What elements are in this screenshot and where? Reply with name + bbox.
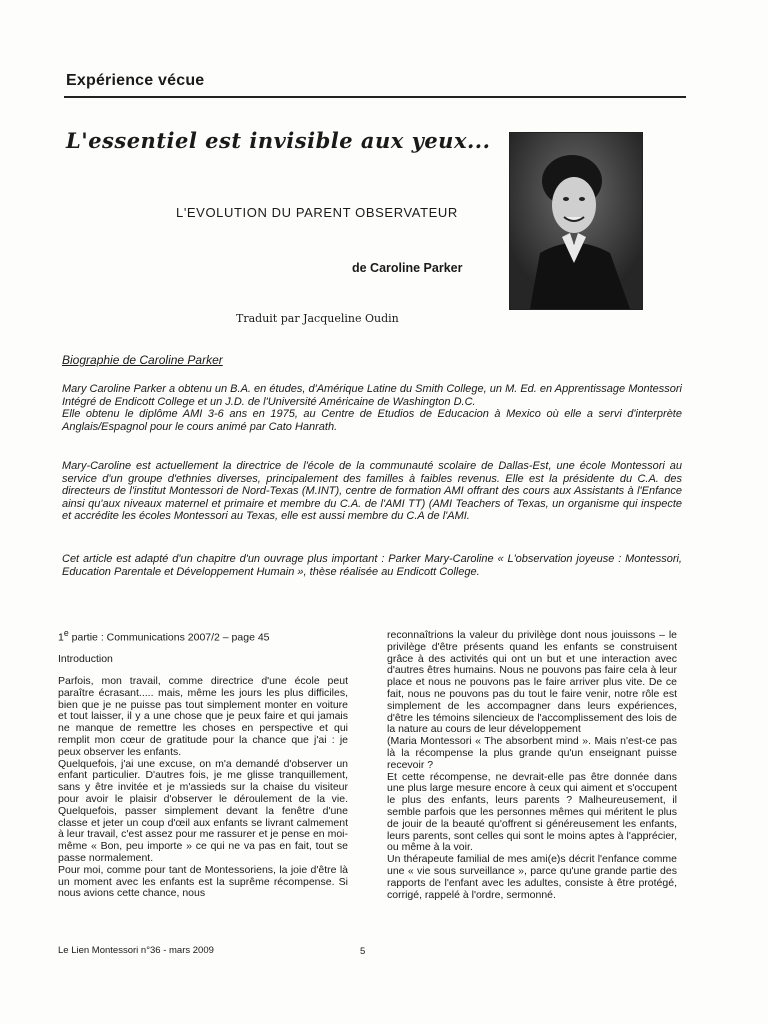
body-paragraph: Un thérapeute familial de mes ami(e)s décrit l'enfance comme une « vie sous surveillance », parce qu'une grande partie des rapports de l'enfant avec les adultes, consiste à être protégé, corrigé, rappelé à l'ordre, sermonné. — [387, 853, 677, 901]
article-title: L'essentiel est invisible aux yeux... — [66, 128, 491, 153]
part-number: 1 — [58, 631, 64, 644]
bio-paragraph-1 — [62, 383, 682, 433]
right-column — [387, 630, 677, 901]
introduction-heading: Introduction — [58, 653, 113, 666]
header-rule — [64, 96, 686, 98]
article-author: de Caroline Parker — [352, 261, 463, 275]
body-paragraph: reconnaîtrions la valeur du privilège dont nous jouissons – le privilège d'être présents quand les enfants se construisent grâce à des activités qui ont un but et une interaction avec d'autres êtres humains. Nous ne pouvons pas faire cela à leur place et nous ne pouvons pas le faire arriver plus vite. De ce fait, nous ne pouvons pas du tout le faire venir, notre rôle est simplement de les accompagner dans leurs expériences, d'être les témoins silencieux de l'accomplissement des lois de la nature au cours de leur développement — [387, 629, 677, 736]
article-translator: Traduit par Jacqueline Oudin — [236, 312, 399, 325]
part-text: partie : Communications 2007/2 – page 45 — [68, 631, 270, 644]
bio-paragraph-3: Cet article est adapté d'un chapitre d'un ouvrage plus important : Parker Mary-Caroline « L'observation joyeuse : Montessori, Education Parentale et Développement Humain », thèse réalisée au Endicott College. — [62, 553, 682, 578]
left-column — [58, 628, 348, 900]
article-subtitle: L'EVOLUTION DU PARENT OBSERVATEUR — [176, 205, 458, 220]
bio-text: Elle obtenu le diplôme AMI 3-6 ans en 1975, au Centre de Etudios de Educacion à Mexico où elle a servi d'interprète Anglais/Espagnol pour le cours animé par Cato Hanrath. — [62, 408, 682, 433]
body-paragraph: Parfois, mon travail, comme directrice d'une école peut paraître écrasant..... mais, même les jours les plus difficiles, bien que je ne puisse pas tout simplement monter en voiture et tout laisser, il y a une chose que je peux faire et qui jamais ne manque de remettre les choses en perspective et qui remplit mon cœur de gratitude pour la chance que j'ai : je peux observer les enfants. — [58, 675, 348, 758]
part-reference — [58, 628, 348, 644]
author-photo — [509, 132, 643, 310]
body-paragraph: (Maria Montessori « The absorbent mind ». Mais n'est-ce pas là la récompense la plus grande qu'un enseignant puisse recevoir ? — [387, 735, 677, 771]
page-number: 5 — [360, 946, 366, 957]
bio-text: Mary Caroline Parker a obtenu un B.A. en études, d'Amérique Latine du Smith College, un M. Ed. en Apprentissage Montessori Intégré de Endicott College et un J.D. de l'Université Américaine de Washington D.C. — [62, 383, 682, 408]
part-superscript: e — [63, 628, 69, 638]
section-label: Expérience vécue — [66, 72, 205, 89]
footer-publication: Le Lien Montessori n°36 - mars 2009 — [58, 945, 214, 956]
body-paragraph: Et cette récompense, ne devrait-elle pas être donnée dans une plus large mesure encore à ceux qui aiment et s'occupent le plus des enfants, leurs parents ? Malheureusement, il semble parfois que les personnes mêmes qui méritent le plus de jouir de la beauté qu'offrent si généreusement les enfants, leurs parents, sont celles qui sont le moins aptes à l'apprécier, ou même à la voir. — [387, 770, 677, 854]
bio-paragraph-2: Mary-Caroline est actuellement la directrice de l'école de la communauté scolaire de Dallas-Est, une école Montessori au service d'un groupe d'ethnies diverses, principalement des familles à faibles revenus. Elle est la présidente du C.A. des directeurs de l'institut Montessori de Nord-Texas (M.INT), centre de formation AMI offrant des cours aux Assistants à l'Enfance ainsi qu'aux niveaux maternel et primaire et membre du C.A. de l'AMI TT) (AMI Teachers of Texas, un organisme qui inspecte et accrédite les écoles Montessori au Texas, elle est aussi membre du C.A de l'AMI. — [62, 460, 682, 522]
body-paragraph: Pour moi, comme pour tant de Montessoriens, la joie d'être là un moment avec les enfants est la suprême récompense. Si nous avions cette chance, nous — [58, 863, 348, 900]
body-paragraph: Quelquefois, j'ai une excuse, on m'a demandé d'observer un enfant particulier. D'autres fois, je me glisse tranquillement, sans y être invitée et je m'assieds sur la chaise du visiteur pour avoir le plaisir d'observer le déroulement de la vie. Quelquefois, passer simplement devant la fenêtre d'une classe et jeter un coup d'œil aux enfants se livrant calmement à leur travail, c'est assez pour me rassurer et je pense en moi-même « Bon, peu importe » ce qui ne va pas en fait, tout se passe normalement. — [58, 757, 348, 865]
bio-heading: Biographie de Caroline Parker — [62, 353, 223, 367]
